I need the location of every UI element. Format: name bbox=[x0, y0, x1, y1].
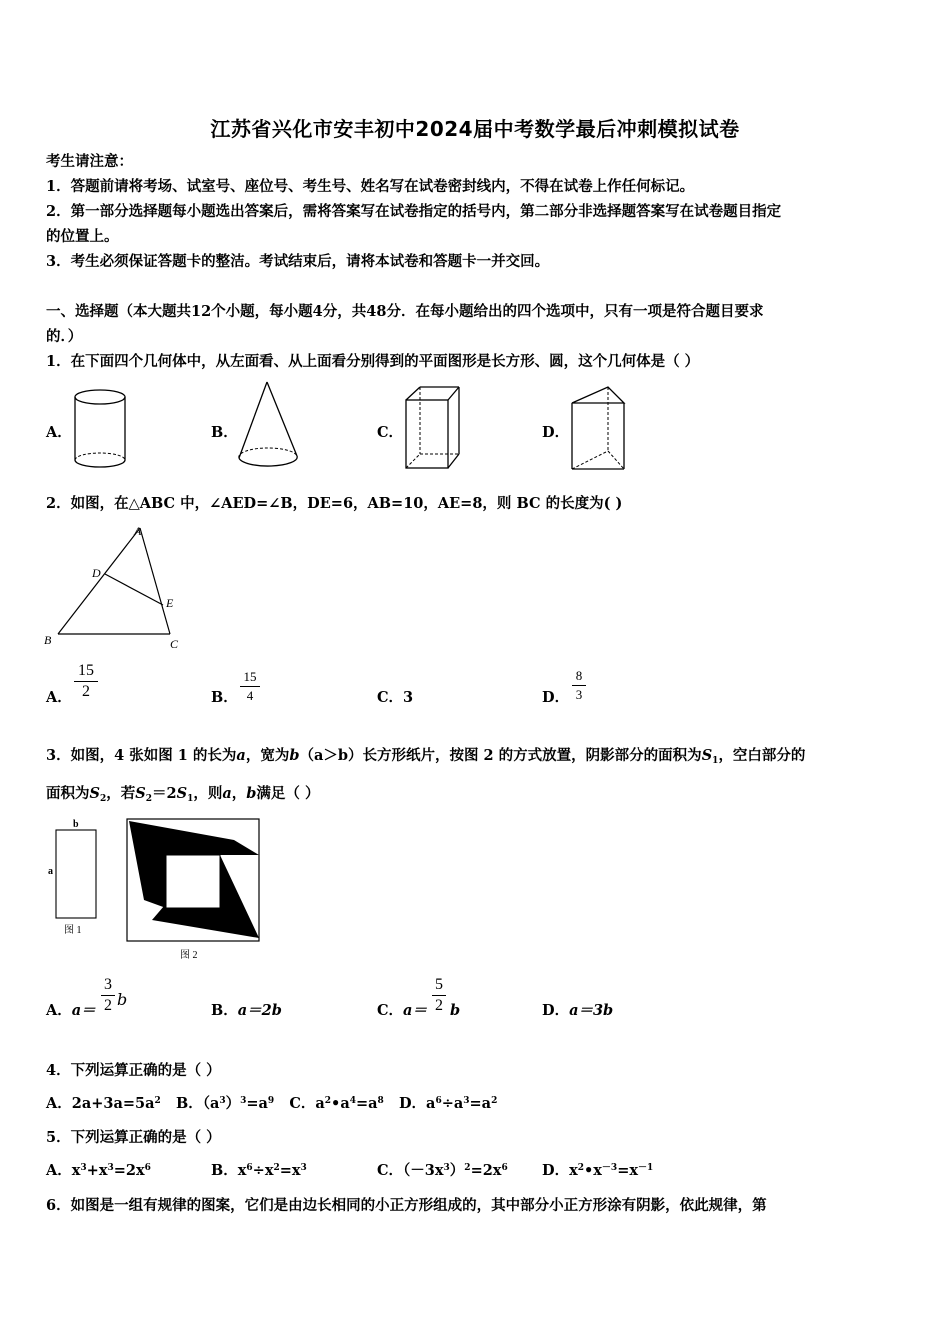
numerator: 15 bbox=[243, 669, 257, 684]
numerator: 5 bbox=[435, 976, 443, 993]
var-s: S bbox=[176, 785, 188, 802]
page-title: 江苏省兴化市安丰初中2024届中考数学最后冲刺模拟试卷 bbox=[210, 117, 740, 141]
text: =a bbox=[246, 1095, 268, 1112]
superscript: 6 bbox=[144, 1163, 151, 1173]
notice-item: 3．考生必须保证答题卡的整洁。考试结束后，请将本试卷和答题卡一并交回。 bbox=[46, 253, 550, 270]
expr: a＝2b bbox=[237, 1002, 282, 1019]
superscript: 3 bbox=[219, 1096, 226, 1106]
triangle-abc-figure bbox=[42, 522, 192, 654]
option-a: A．2a+3a=5a bbox=[46, 1095, 155, 1112]
text: =a bbox=[469, 1095, 492, 1112]
fraction-bar bbox=[432, 995, 446, 996]
cone-figure bbox=[236, 380, 302, 472]
text: 面积为 bbox=[46, 785, 90, 802]
text: ） bbox=[225, 1095, 241, 1112]
subscript: 2 bbox=[99, 794, 107, 804]
subscript: 2 bbox=[145, 794, 152, 804]
vertex-a-label: A bbox=[134, 524, 142, 538]
q5-option-c bbox=[377, 1161, 508, 1181]
superscript: 2 bbox=[273, 1163, 280, 1173]
var-a: a bbox=[236, 747, 246, 764]
var-s: S bbox=[89, 785, 100, 802]
fig1-caption: 图 1 bbox=[64, 925, 82, 936]
superscript: －1 bbox=[637, 1163, 654, 1173]
superscript: 2 bbox=[154, 1096, 161, 1106]
q1-option-d-label: D． bbox=[542, 424, 570, 441]
denominator: 4 bbox=[246, 688, 254, 703]
text: ，空白部分的 bbox=[718, 747, 806, 764]
subscript: 1 bbox=[712, 756, 719, 766]
q2-option-d-fraction bbox=[572, 668, 586, 703]
q4-options bbox=[46, 1094, 497, 1114]
var-s: S bbox=[135, 785, 146, 802]
q2-option-a-fraction bbox=[74, 662, 98, 701]
triangular-prism-figure bbox=[568, 385, 628, 473]
superscript: 4 bbox=[349, 1096, 356, 1106]
notice-item: 1．答题前请将考场、试室号、座位号、考生号、姓名写在试卷密封线内，不得在试卷上作任何标记。 bbox=[46, 178, 695, 195]
superscript: 2 bbox=[577, 1163, 584, 1173]
var-b: b bbox=[450, 1002, 461, 1019]
numerator: 3 bbox=[104, 976, 112, 993]
q2-option-d-label: D． bbox=[542, 689, 570, 706]
figure-2-pinwheel bbox=[124, 816, 266, 964]
subscript: 1 bbox=[187, 794, 194, 804]
cylinder-figure bbox=[72, 388, 128, 472]
text: +x bbox=[86, 1162, 108, 1179]
superscript: 3 bbox=[463, 1096, 470, 1106]
q3-option-d bbox=[542, 1001, 613, 1021]
fraction-bar bbox=[240, 686, 260, 687]
expr: a＝ bbox=[403, 1002, 427, 1019]
text: 满足（ ） bbox=[256, 785, 320, 802]
question-1-stem: 1．在下面四个几何体中，从左面看、从上面看分别得到的平面图形是长方形、圆，这个几何体是（ ） bbox=[46, 353, 700, 370]
vertex-b-label: B bbox=[44, 633, 52, 647]
point-e-label: E bbox=[166, 596, 174, 610]
question-6-stem: 6．如图是一组有规律的图案，它们是由边长相同的小正方形组成的，其中部分小正方形涂有阴影，依此规律，第 bbox=[46, 1197, 767, 1214]
text: ＝2 bbox=[152, 785, 177, 802]
q2-option-b-label: B． bbox=[211, 689, 238, 706]
text: ，若 bbox=[106, 785, 136, 802]
superscript: 6 bbox=[246, 1163, 253, 1173]
text: A．x bbox=[46, 1162, 81, 1179]
fraction-bar bbox=[572, 685, 586, 686]
var-b: b bbox=[117, 990, 128, 1009]
var-a: a bbox=[222, 785, 232, 802]
superscript: 3 bbox=[107, 1163, 114, 1173]
text: •a bbox=[331, 1095, 350, 1112]
expr: a＝3b bbox=[569, 1002, 614, 1019]
text: C．（－3x bbox=[377, 1162, 444, 1179]
text: =2x bbox=[113, 1162, 145, 1179]
superscript: 3 bbox=[443, 1163, 450, 1173]
point-d-label: D bbox=[92, 566, 101, 580]
text: =a bbox=[355, 1095, 378, 1112]
text: =x bbox=[617, 1162, 638, 1179]
text: 3．如图，4 张如图 1 的长为 bbox=[46, 747, 237, 764]
q1-option-b-label: B． bbox=[211, 424, 238, 441]
denominator: 2 bbox=[435, 997, 443, 1014]
denominator: 2 bbox=[104, 997, 112, 1014]
superscript: 9 bbox=[267, 1096, 275, 1106]
text: ÷x bbox=[252, 1162, 274, 1179]
superscript: 2 bbox=[464, 1163, 471, 1173]
section-heading: 一、选择题（本大题共12个小题，每小题4分，共48分．在每小题给出的四个选项中，只有一项是符合题目要求 bbox=[46, 303, 764, 320]
question-3-stem-line2 bbox=[46, 784, 319, 804]
var-b: b bbox=[289, 747, 300, 764]
fraction-bar bbox=[74, 681, 98, 682]
superscript: 6 bbox=[501, 1163, 508, 1173]
text: ，宽为 bbox=[245, 747, 290, 764]
fig1-b-label: b bbox=[73, 819, 79, 830]
q1-option-c-label: C． bbox=[377, 424, 404, 441]
superscript: 3 bbox=[240, 1096, 247, 1106]
question-4-stem: 4．下列运算正确的是（ ） bbox=[46, 1062, 221, 1079]
superscript: 2 bbox=[324, 1096, 332, 1106]
label: D． bbox=[542, 1002, 570, 1019]
superscript: 6 bbox=[435, 1096, 442, 1106]
label: C． bbox=[377, 1002, 404, 1019]
q5-option-d bbox=[542, 1161, 653, 1181]
q3-option-c-b bbox=[450, 1001, 460, 1021]
q3-option-a-b bbox=[117, 990, 127, 1010]
vertex-c-label: C bbox=[170, 637, 179, 651]
question-3-stem-line1 bbox=[46, 746, 805, 766]
superscript: 2 bbox=[491, 1096, 498, 1106]
denominator: 3 bbox=[575, 687, 583, 702]
text: =2x bbox=[470, 1162, 502, 1179]
text: =x bbox=[279, 1162, 301, 1179]
option-d: D．a bbox=[398, 1095, 436, 1112]
label: B． bbox=[211, 1002, 238, 1019]
text: ，则 bbox=[193, 785, 223, 802]
notice-item: 2．第一部分选择题每小题选出答案后，需将答案写在试卷指定的括号内，第二部分非选择题答案写在试卷题目指定 bbox=[46, 203, 782, 220]
numerator: 15 bbox=[78, 662, 94, 679]
q5-option-b bbox=[211, 1161, 307, 1181]
superscript: 8 bbox=[377, 1096, 384, 1106]
superscript: 3 bbox=[300, 1163, 307, 1173]
text: （a＞b）长方形纸片，按图 2 的方式放置，阴影部分的面积为 bbox=[299, 747, 702, 764]
q2-option-c: C．3 bbox=[377, 689, 414, 706]
fig1-a-label: a bbox=[48, 866, 53, 877]
q2-option-b-fraction bbox=[240, 669, 260, 704]
q3-option-b bbox=[211, 1001, 282, 1021]
text: ） bbox=[449, 1162, 465, 1179]
q3-option-c-fraction bbox=[432, 976, 446, 1015]
option-c: C．a bbox=[289, 1095, 325, 1112]
expr: a＝ bbox=[71, 1002, 96, 1019]
notice-item: 的位置上。 bbox=[46, 228, 119, 245]
question-5-stem: 5．下列运算正确的是（ ） bbox=[46, 1129, 221, 1146]
label: A． bbox=[46, 1002, 72, 1019]
figure-1-rectangle bbox=[44, 816, 106, 940]
question-2-stem: 2．如图，在△ABC 中，∠AED=∠B，DE=6，AB=10，AE=8，则 BC 的长度为( ) bbox=[46, 495, 623, 512]
notice-heading: 考生请注意： bbox=[46, 153, 133, 170]
section-heading-cont: 的．） bbox=[46, 328, 83, 345]
superscript: －3 bbox=[601, 1163, 618, 1173]
rectangular-prism-figure bbox=[402, 384, 462, 472]
q3-option-a bbox=[46, 1001, 96, 1021]
text: ， bbox=[231, 785, 247, 802]
denominator: 2 bbox=[82, 683, 90, 700]
q1-option-a-label: A． bbox=[46, 424, 72, 441]
fig2-caption: 图 2 bbox=[180, 950, 198, 961]
superscript: 3 bbox=[80, 1163, 87, 1173]
text: •x bbox=[584, 1162, 602, 1179]
numerator: 8 bbox=[575, 668, 583, 683]
text: D．x bbox=[542, 1162, 578, 1179]
q5-option-a bbox=[46, 1161, 151, 1181]
option-b: B．（a bbox=[175, 1095, 220, 1112]
q3-option-a-fraction bbox=[101, 976, 115, 1015]
text: ÷a bbox=[441, 1095, 464, 1112]
text: B．x bbox=[211, 1162, 247, 1179]
q2-option-a-label: A． bbox=[46, 689, 72, 706]
var-s: S bbox=[701, 747, 713, 764]
q3-option-c bbox=[377, 1001, 427, 1021]
fraction-bar bbox=[101, 995, 115, 996]
var-b: b bbox=[246, 785, 257, 802]
